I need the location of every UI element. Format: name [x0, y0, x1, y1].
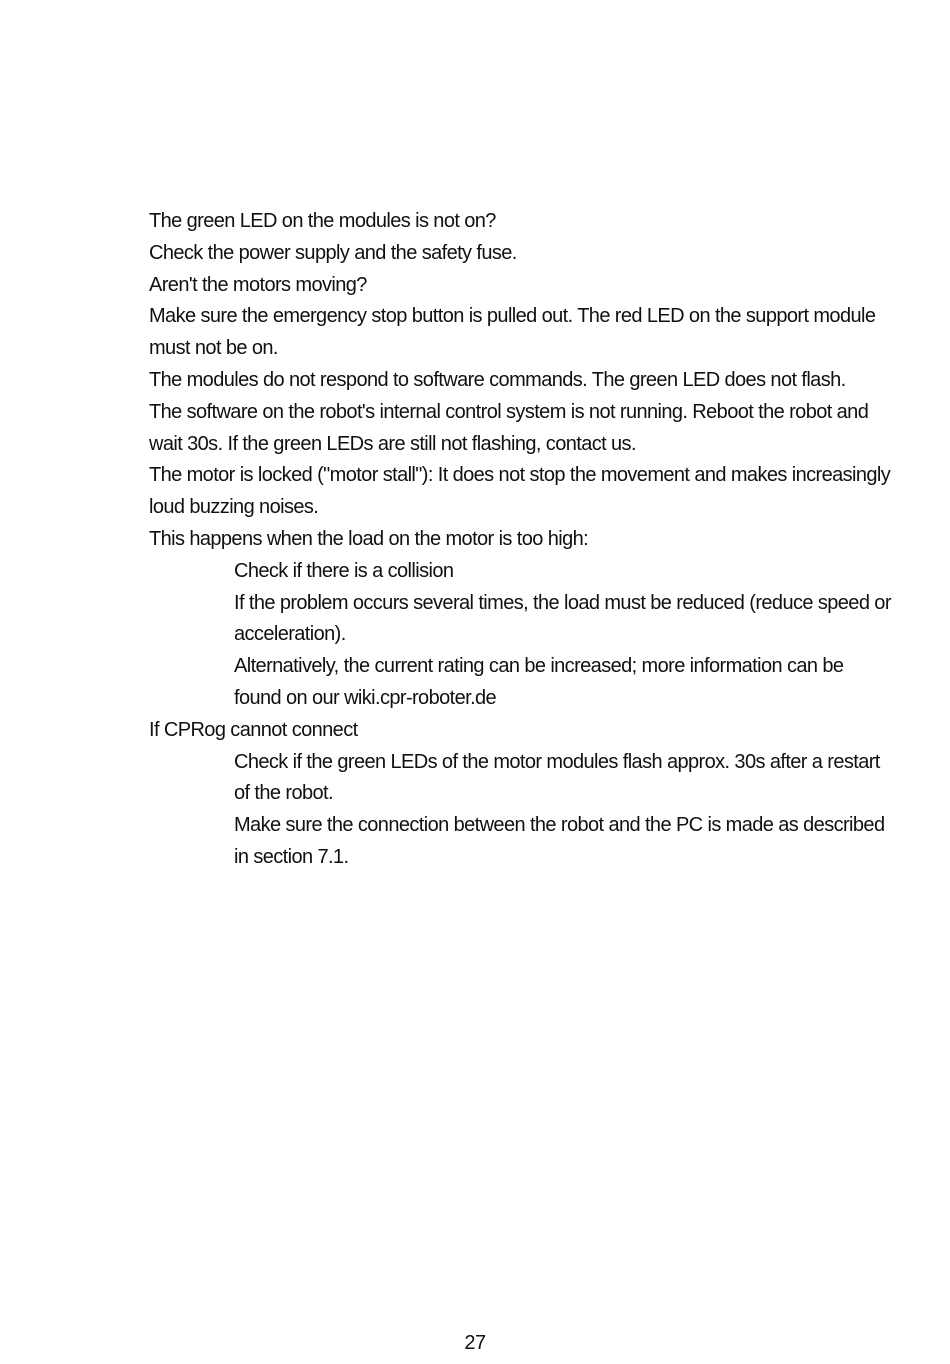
- indented-text-line: Alternatively, the current rating can be increased; more information can be found on our wiki.cpr-roboter.de: [234, 655, 844, 709]
- troubleshooting-text: [149, 206, 894, 874]
- text-line: The green LED on the modules is not on?: [149, 210, 496, 232]
- indented-text-line: If the problem occurs several times, the load must be reduced (reduce speed or acceleration).: [234, 591, 891, 646]
- text-line: Check the power supply and the safety fuse.: [149, 241, 517, 264]
- text-line: This happens when the load on the motor is too high:: [149, 527, 589, 550]
- page-number: 27: [464, 1332, 486, 1354]
- text-line: The motor is locked ("motor stall"): It does not stop the movement and makes increasingly loud buzzing noises.: [149, 464, 891, 519]
- indented-text-line: Check if the green LEDs of the motor modules flash approx. 30s after a restart of the robot.: [234, 750, 880, 805]
- indented-text-line: Make sure the connection between the robot and the PC is made as described in section 7.1.: [234, 814, 885, 868]
- text-line: If CPRog cannot connect: [149, 718, 358, 741]
- text-line: The modules do not respond to software commands. The green LED does not flash.: [149, 368, 846, 391]
- text-line: Aren't the motors moving?: [149, 273, 367, 296]
- text-line: The software on the robot's internal control system is not running. Reboot the robot and wait 30s. If the green LEDs are still not flashing, contact us.: [149, 400, 869, 455]
- text-line: Make sure the emergency stop button is pulled out. The red LED on the support module must not be on.: [149, 305, 876, 360]
- indented-text-line: Check if there is a collision: [234, 559, 454, 582]
